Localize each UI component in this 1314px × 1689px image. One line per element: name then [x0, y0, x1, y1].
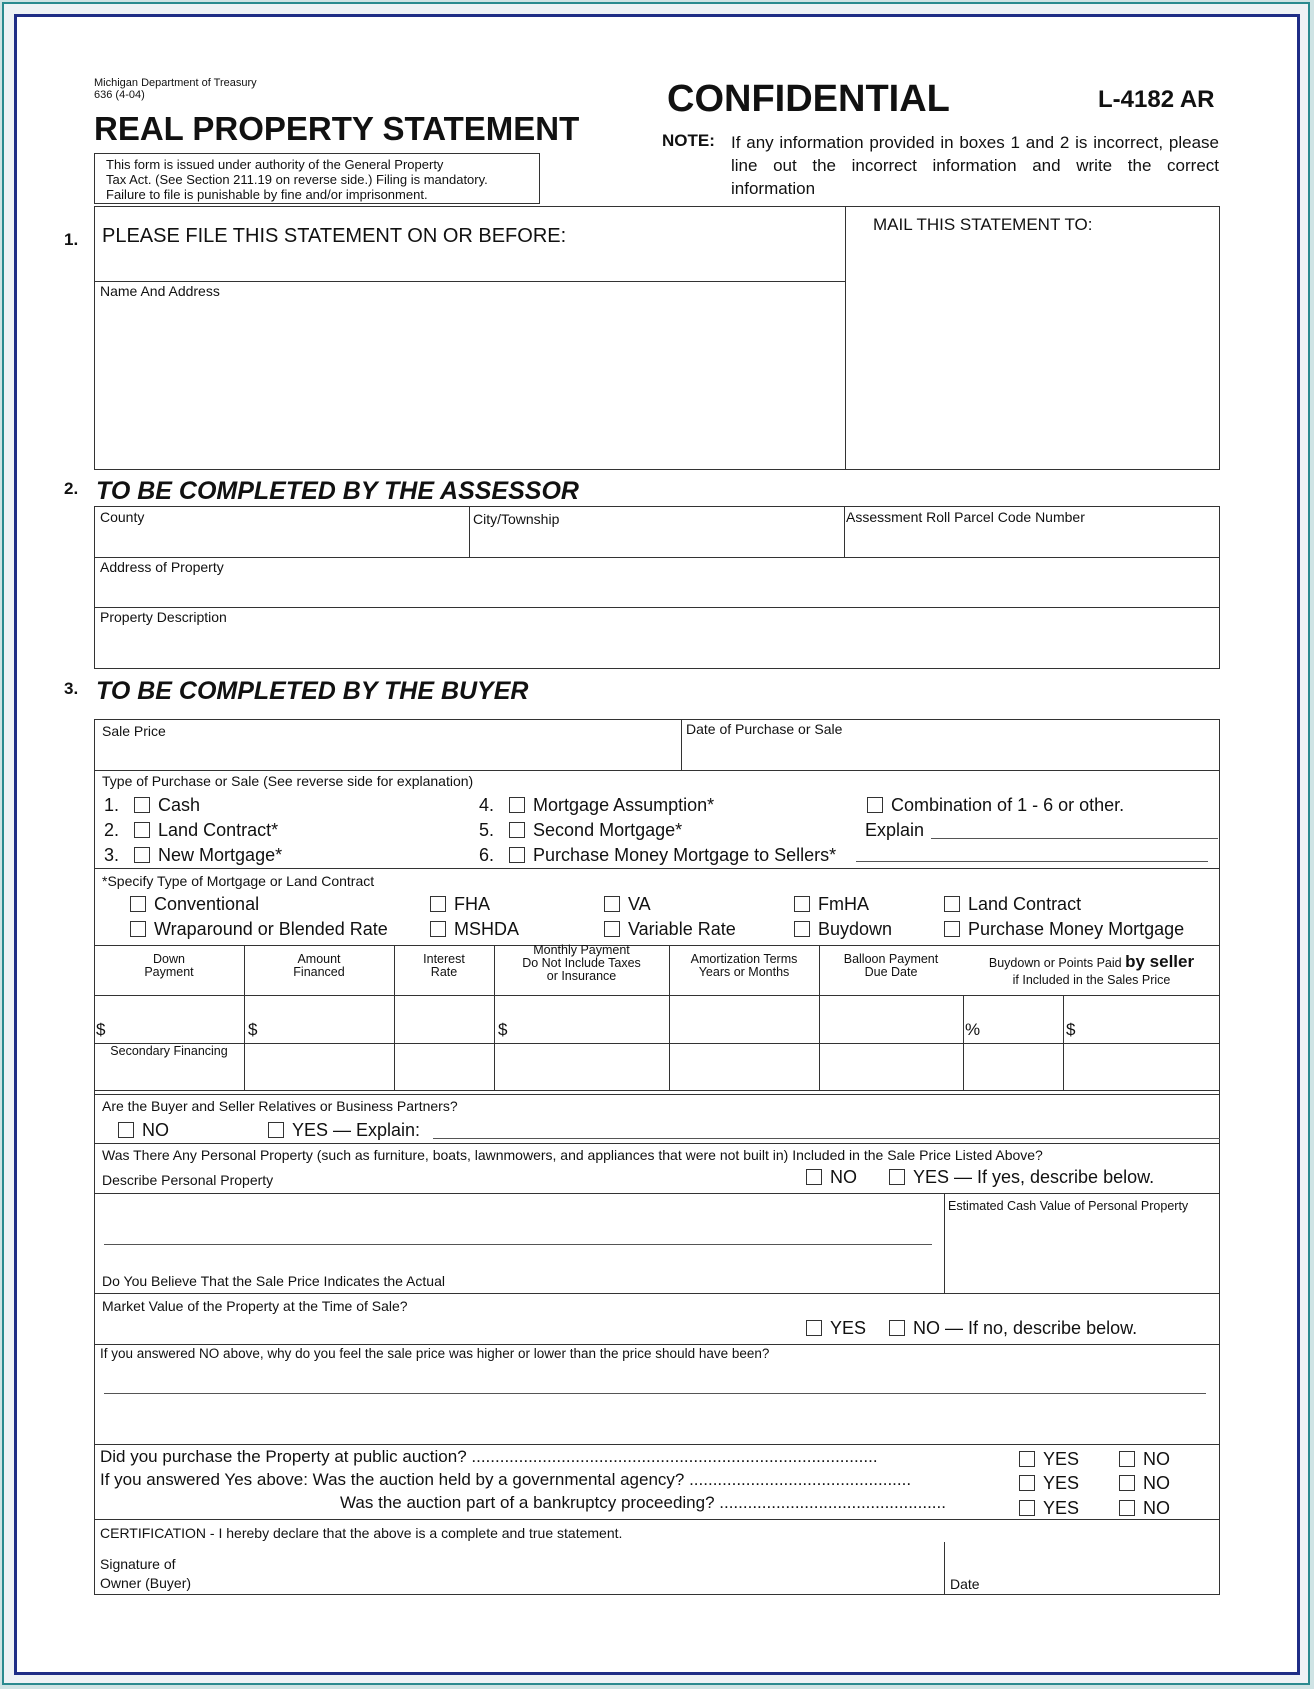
amortization-header	[669, 953, 819, 979]
auction-question-1: Did you purchase the Property at public auction? ......................................................................................	[100, 1447, 878, 1466]
signature-line: Signature of	[100, 1556, 176, 1572]
header-line: Interest	[423, 952, 465, 966]
header-line: Amount	[297, 952, 341, 966]
down-payment-dollar: $	[96, 1020, 106, 1039]
form-number: L-4182 AR	[1098, 86, 1215, 113]
pp-divider	[944, 1193, 945, 1293]
sale-price-label: Sale Price	[102, 723, 166, 739]
type-number: 6.	[479, 845, 495, 865]
option-label: NO	[1143, 1498, 1170, 1518]
auction-3-no-checkbox[interactable]	[1119, 1500, 1135, 1516]
buydown-header	[963, 952, 1220, 971]
cash-checkbox[interactable]	[134, 797, 150, 813]
type-mortgage-assumption[interactable]	[479, 795, 714, 816]
section-1-hline	[94, 281, 845, 282]
type-number: 3.	[104, 845, 120, 865]
header-line: Down	[153, 952, 185, 966]
agency-name: Michigan Department of Treasury	[94, 77, 257, 89]
land-contract-checkbox[interactable]	[134, 822, 150, 838]
header-line: Due Date	[864, 965, 918, 979]
property-description-label: Property Description	[100, 609, 227, 625]
auction-3-no[interactable]	[1119, 1498, 1170, 1519]
pp-hline-mid	[94, 1193, 1220, 1194]
header-line: Payment	[144, 965, 194, 979]
mortgage-type-label: FHA	[454, 894, 490, 914]
combination-label: Combination of 1 - 6 or other.	[891, 795, 1125, 815]
type-label: Land Contract*	[158, 820, 279, 840]
buydown-subheader: if Included in the Sales Price	[1012, 973, 1171, 987]
monthly-payment-header	[494, 944, 669, 983]
mortgage-conventional[interactable]	[130, 894, 259, 915]
second-mortgage-checkbox[interactable]	[509, 822, 525, 838]
type-label: New Mortgage*	[158, 845, 283, 865]
personal-describe-line[interactable]	[104, 1244, 932, 1245]
s3-hline-type	[94, 868, 1220, 869]
mortgage-type-label: Wraparound or Blended Rate	[154, 919, 388, 939]
type-number: 1.	[104, 795, 120, 815]
mortgage-mshda[interactable]	[430, 919, 519, 940]
type-label: Cash	[158, 795, 201, 815]
option-label: YES — Explain:	[292, 1120, 421, 1140]
type-purchase-money-mortgage[interactable]	[479, 845, 836, 866]
header-line: Financed	[293, 965, 345, 979]
combination-checkbox[interactable]	[867, 797, 883, 813]
buydown-percent: %	[965, 1020, 981, 1039]
header-line: Balloon Payment	[843, 952, 939, 966]
property-address-label: Address of Property	[100, 559, 224, 575]
personal-no[interactable]	[806, 1167, 857, 1188]
amount-financed-header	[244, 953, 394, 979]
balloon-header	[819, 953, 963, 979]
header-line: Monthly Payment	[533, 943, 630, 957]
mortgage-fha[interactable]	[430, 894, 490, 915]
relatives-explain-line[interactable]	[433, 1138, 1220, 1139]
s2-hline-2	[94, 607, 1220, 608]
market-value-no-checkbox[interactable]	[889, 1320, 905, 1336]
purchase-money-checkbox[interactable]	[509, 847, 525, 863]
type-new-mortgage[interactable]	[104, 845, 282, 866]
why-hline-top	[94, 1344, 1220, 1345]
purchase-money-type-checkbox[interactable]	[944, 921, 960, 937]
s3-hline-sale	[94, 770, 1220, 771]
confidential-label: CONFIDENTIAL	[667, 78, 950, 120]
mortgage-assumption-checkbox[interactable]	[509, 797, 525, 813]
type-label: Second Mortgage*	[533, 820, 683, 840]
market-value-yes-checkbox[interactable]	[806, 1320, 822, 1336]
mortgage-land-contract[interactable]	[944, 894, 1081, 915]
auction-question-3: Was the auction part of a bankruptcy proceeding? ................................................	[340, 1493, 946, 1512]
note-label: NOTE:	[662, 131, 715, 150]
parcel-code-label: Assessment Roll Parcel Code Number	[846, 509, 1085, 525]
option-label: NO	[1143, 1449, 1170, 1469]
market-value-no[interactable]	[889, 1318, 1137, 1339]
mortgage-buydown[interactable]	[794, 919, 892, 940]
believe-question-2: Market Value of the Property at the Time of Sale?	[102, 1298, 408, 1314]
type-land-contract[interactable]	[104, 820, 278, 841]
file-before-label: PLEASE FILE THIS STATEMENT ON OR BEFORE:	[102, 225, 567, 247]
option-label: YES	[1043, 1473, 1080, 1493]
header-line: Years or Months	[698, 965, 790, 979]
relatives-question: Are the Buyer and Seller Relatives or Business Partners?	[102, 1098, 458, 1114]
type-label: Purchase Money Mortgage to Sellers*	[533, 845, 837, 865]
auction-1-yes-checkbox[interactable]	[1019, 1451, 1035, 1467]
section-2-title: TO BE COMPLETED BY THE ASSESSOR	[96, 477, 579, 505]
fha-checkbox[interactable]	[430, 896, 446, 912]
header-line: Rate	[430, 965, 458, 979]
type-of-purchase-label: Type of Purchase or Sale (See reverse side for explanation)	[102, 773, 474, 789]
authority-line-3: Failure to file is punishable by fine and/or imprisonment.	[106, 187, 428, 202]
amount-financed-dollar: $	[248, 1020, 258, 1039]
note-text: If any information provided in boxes 1 and 2 is incorrect, please line out the incorrect information and write the correct information	[731, 133, 1219, 198]
auction-1-no[interactable]	[1119, 1449, 1170, 1470]
monthly-payment-dollar: $	[498, 1020, 508, 1039]
type-number: 2.	[104, 820, 120, 840]
section-3-title: TO BE COMPLETED BY THE BUYER	[96, 677, 529, 705]
mortgage-va[interactable]	[604, 894, 651, 915]
conventional-checkbox[interactable]	[130, 896, 146, 912]
section-1-number: 1.	[64, 230, 79, 249]
auction-2-no-checkbox[interactable]	[1119, 1475, 1135, 1491]
pp-hline-top	[94, 1143, 1220, 1144]
fmha-checkbox[interactable]	[794, 896, 810, 912]
option-label: NO	[142, 1120, 169, 1140]
mortgage-type-label: Land Contract	[968, 894, 1082, 914]
mortgage-wraparound[interactable]	[130, 919, 388, 940]
type-label: Mortgage Assumption*	[533, 795, 715, 815]
personal-property-question: Was There Any Personal Property (such as furniture, boats, lawnmowers, and appliances that were not built in) Included in the Sale Price Listed Above?	[102, 1147, 1043, 1163]
land-contract-type-checkbox[interactable]	[944, 896, 960, 912]
mv-hline-top	[94, 1293, 1220, 1294]
relatives-yes[interactable]	[268, 1120, 420, 1141]
buydown-checkbox[interactable]	[794, 921, 810, 937]
mortgage-variable-rate[interactable]	[604, 919, 736, 940]
option-label: YES	[1043, 1449, 1080, 1469]
describe-personal-label: Describe Personal Property	[102, 1172, 274, 1188]
fin-hline-1	[94, 995, 1220, 996]
mortgage-type-label: MSHDA	[454, 919, 520, 939]
specify-mortgage-label: *Specify Type of Mortgage or Land Contract	[102, 873, 375, 889]
explain-label: Explain	[865, 820, 925, 840]
personal-yes-checkbox[interactable]	[889, 1169, 905, 1185]
type-second-mortgage[interactable]	[479, 820, 682, 841]
option-label: NO — If no, describe below.	[913, 1318, 1138, 1338]
cert-divider	[944, 1542, 945, 1595]
believe-question-1: Do You Believe That the Sale Price Indicates the Actual	[102, 1273, 445, 1289]
rel-hline-top	[94, 1094, 1220, 1095]
relatives-no[interactable]	[118, 1120, 169, 1141]
mortgage-type-label: Conventional	[154, 894, 260, 914]
auction-1-yes[interactable]	[1019, 1449, 1079, 1470]
fin-hline-3	[94, 1090, 1220, 1091]
mshda-checkbox[interactable]	[430, 921, 446, 937]
s2-hline-1	[94, 557, 1220, 558]
mortgage-type-label: Variable Rate	[628, 919, 736, 939]
personal-yes[interactable]	[889, 1167, 1154, 1188]
date-label: Date	[950, 1576, 980, 1592]
cert-hline-top	[94, 1519, 1220, 1520]
relatives-yes-checkbox[interactable]	[268, 1122, 284, 1138]
personal-no-checkbox[interactable]	[806, 1169, 822, 1185]
authority-line-2: Tax Act. (See Section 211.19 on reverse side.) Filing is mandatory.	[106, 172, 488, 187]
option-label: NO	[830, 1167, 857, 1187]
signature-line: Owner (Buyer)	[100, 1575, 192, 1591]
page-title: REAL PROPERTY STATEMENT	[94, 110, 580, 147]
name-address-field[interactable]	[100, 302, 835, 462]
authority-line-1: This form is issued under authority of the General Property	[106, 157, 444, 172]
county-label: County	[100, 509, 145, 525]
option-label: YES	[830, 1318, 867, 1338]
header-line: or Insurance	[546, 969, 617, 983]
mortgage-type-label: Buydown	[818, 919, 893, 939]
why-question: If you answered NO above, why do you feel the sale price was higher or lower than the price should have been?	[100, 1346, 770, 1361]
section-2-number: 2.	[64, 479, 79, 498]
signature-label	[100, 1555, 191, 1593]
option-label: YES — If yes, describe below.	[913, 1167, 1155, 1187]
auction-question-2: If you answered Yes above: Was the auction held by a governmental agency? ...............................................	[100, 1470, 912, 1489]
mortgage-type-label: VA	[628, 894, 651, 914]
type-number: 5.	[479, 820, 495, 840]
type-cash[interactable]	[104, 795, 200, 816]
down-payment-header	[94, 953, 244, 979]
auction-2-yes-checkbox[interactable]	[1019, 1475, 1035, 1491]
new-mortgage-checkbox[interactable]	[134, 847, 150, 863]
mortgage-fmha[interactable]	[794, 894, 869, 915]
auction-3-yes[interactable]	[1019, 1498, 1079, 1519]
estimated-cash-label: Estimated Cash Value of Personal Property	[948, 1199, 1189, 1213]
name-address-label: Name And Address	[100, 283, 220, 299]
va-checkbox[interactable]	[604, 896, 620, 912]
mortgage-type-label: Purchase Money Mortgage	[968, 919, 1185, 939]
mail-to-label: MAIL THIS STATEMENT TO:	[873, 215, 1093, 234]
auction-1-no-checkbox[interactable]	[1119, 1451, 1135, 1467]
variable-rate-checkbox[interactable]	[604, 921, 620, 937]
section-2-box	[94, 506, 1220, 669]
form-code: 636 (4-04)	[94, 89, 145, 101]
section-1-divider	[845, 206, 846, 470]
explain-line-2[interactable]	[856, 861, 1208, 862]
header-line: Buydown or Points Paid	[988, 956, 1122, 970]
s3-divider-sale	[681, 719, 682, 770]
auction-2-no[interactable]	[1119, 1473, 1170, 1494]
certification-text: CERTIFICATION - I hereby declare that the above is a complete and true statement.	[100, 1525, 623, 1541]
explain-line-1[interactable]	[931, 838, 1218, 839]
buydown-dollar: $	[1066, 1020, 1076, 1039]
mortgage-type-label: FmHA	[818, 894, 869, 914]
option-label: YES	[1043, 1498, 1080, 1518]
relatives-no-checkbox[interactable]	[118, 1122, 134, 1138]
header-line-bold: by seller	[1125, 952, 1195, 971]
purchase-date-label: Date of Purchase or Sale	[686, 721, 843, 737]
fin-hline-2	[94, 1043, 1220, 1044]
s2-divider-1	[469, 506, 470, 557]
type-combination[interactable]	[867, 795, 1124, 816]
city-township-label: City/Township	[473, 511, 560, 527]
wraparound-checkbox[interactable]	[130, 921, 146, 937]
auction-2-yes[interactable]	[1019, 1473, 1079, 1494]
mortgage-purchase-money[interactable]	[944, 919, 1184, 940]
header-line: Do Not Include Taxes	[522, 956, 641, 970]
type-number: 4.	[479, 795, 495, 815]
header-line: Amortization Terms	[690, 952, 798, 966]
market-value-yes[interactable]	[806, 1318, 866, 1339]
s2-divider-2	[844, 506, 845, 557]
section-3-number: 3.	[64, 679, 79, 698]
auction-hline-top	[94, 1444, 1220, 1445]
option-label: NO	[1143, 1473, 1170, 1493]
auction-3-yes-checkbox[interactable]	[1019, 1500, 1035, 1516]
why-answer-line[interactable]	[104, 1393, 1206, 1394]
secondary-financing-label: Secondary Financing	[110, 1044, 228, 1058]
interest-rate-header	[394, 953, 494, 979]
